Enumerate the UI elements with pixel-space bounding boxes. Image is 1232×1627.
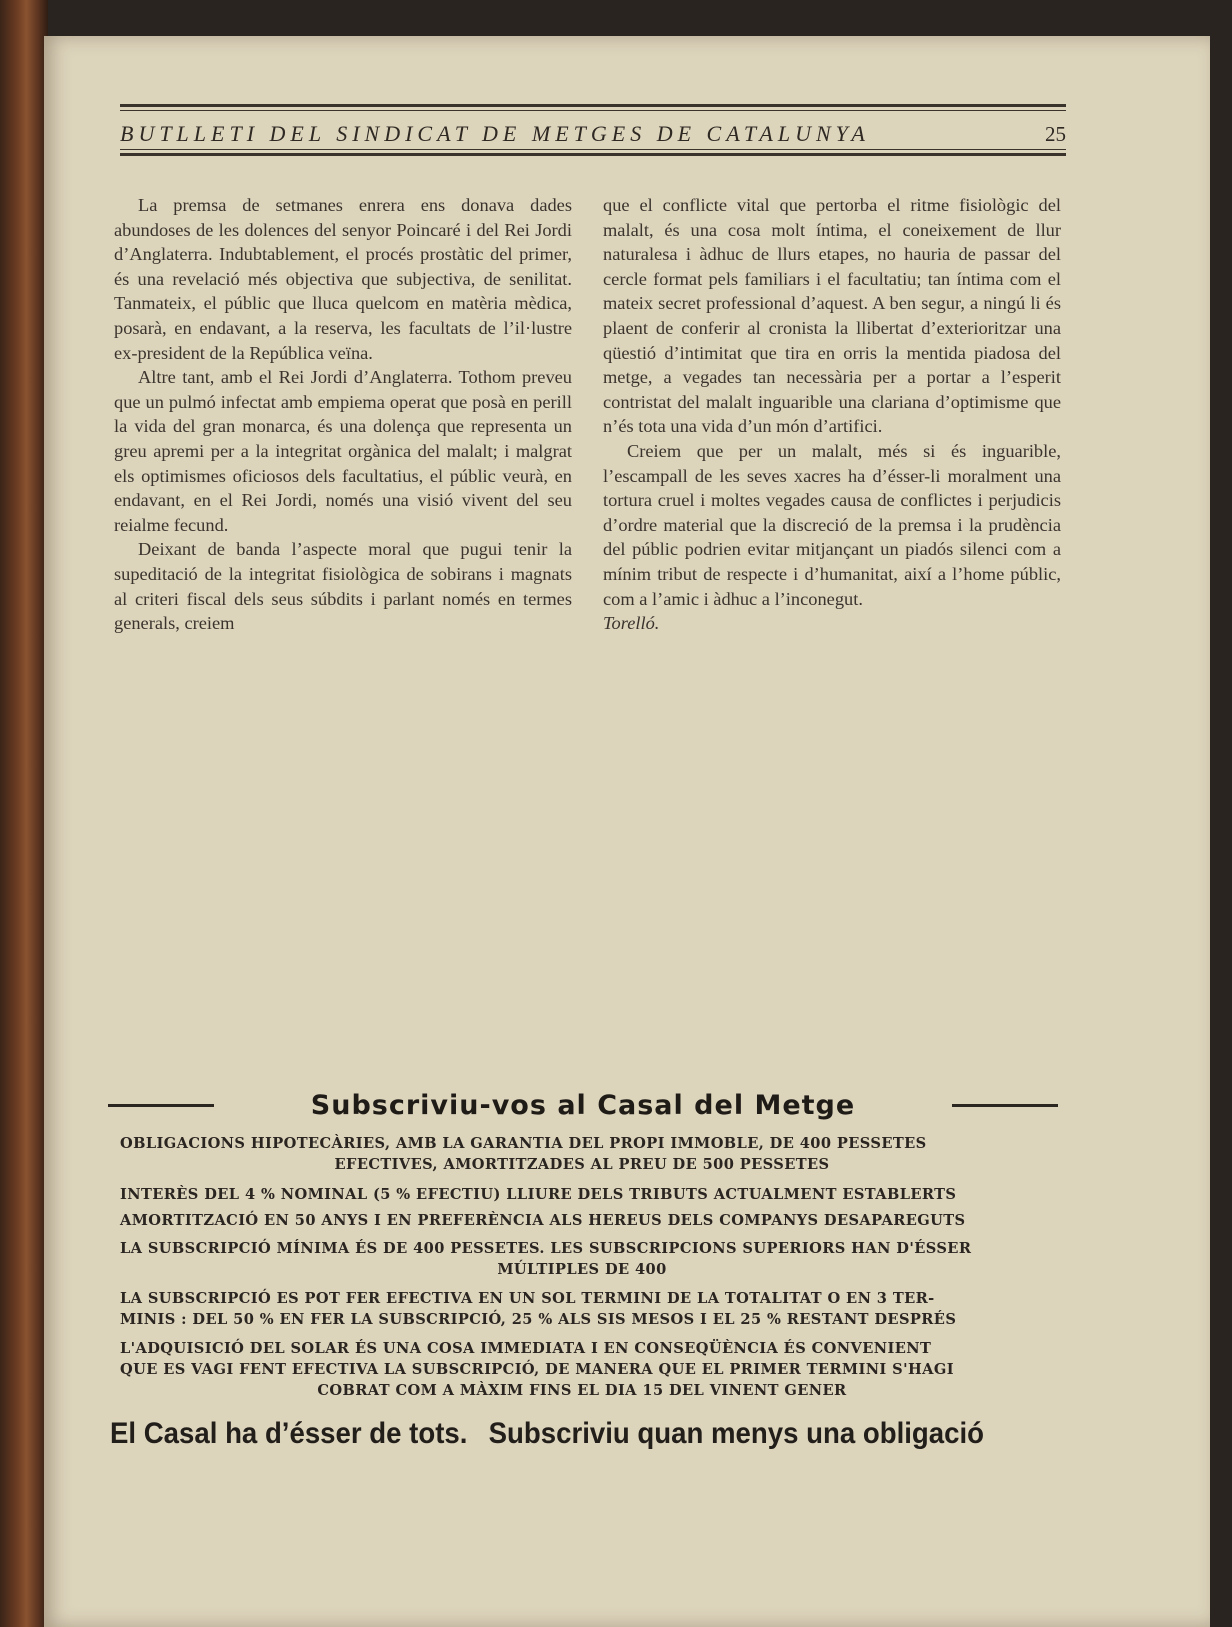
paragraph: Creiem que per un malalt, més si és inguarible, l’escampall de les seves xacres ha d’ésser-li moralment una tortura cruel i moltes vegades causa de conflictes i perjudicis d’ordre material que la discreció de la premsa i la prudència del públic podrien evitar mitjançant un piadós silenci com a mínim tribut de respecte i d’humanitat, així a l’home públic, com a l’amic i àdhuc a l’inconegut.: [603, 440, 1061, 609]
advert-title: Subscriviu-vos al Casal del Metge: [310, 1090, 856, 1121]
advert-line: EFECTIVES, AMORTITZADES AL PREU DE 500 PESSETES: [334, 1156, 830, 1173]
advert-line: AMORTITZACIÓ EN 50 ANYS I EN PREFERÈNCIA ALS HEREUS DELS COMPANYS DESAPAREGUTS: [120, 1212, 966, 1229]
advert-line: COBRAT COM A MÀXIM FINS EL DIA 15 DEL VINENT GENER: [317, 1382, 847, 1399]
title-dash-right: [952, 1104, 1058, 1107]
advert-slogan: [110, 1417, 984, 1451]
advert-line: QUE ES VAGI FENT EFECTIVA LA SUBSCRIPCIÓ, DE MANERA QUE EL PRIMER TERMINI S'HAGI: [120, 1361, 954, 1378]
header-rule-top-thin: [120, 110, 1066, 111]
advert-line: L'ADQUISICIÓ DEL SOLAR ÉS UNA COSA IMMEDIATA I EN CONSEQÜÈNCIA ÉS CONVENIENT: [120, 1340, 932, 1357]
header-rule-bottom: [120, 153, 1066, 156]
page-number: 25: [1045, 122, 1066, 146]
article-column-left: [114, 193, 572, 636]
advert-line: LA SUBSCRIPCIÓ MÍNIMA ÉS DE 400 PESSETES. LES SUBSCRIPCIONS SUPERIORS HAN D'ÉSSER: [120, 1240, 972, 1257]
advert-line: MINIS : DEL 50 % EN FER LA SUBSCRIPCIÓ, 25 % ALS SIS MESOS I EL 25 % RESTANT DESPRÉS: [120, 1311, 957, 1328]
paragraph: La premsa de setmanes enrera ens donava dades abundoses de les dolences del senyor Poincaré i del Rei Jordi d’Anglaterra. Indubtablement, el procés prostàtic del primer, és una revelació més objectiva que subjectiva, de senilitat. Tanmateix, el públic que lluca quelcom en matèria mèdica, posarà, en endavant, a la reserva, les facultats de l’il·lustre ex-president de la República veïna.: [114, 195, 572, 363]
running-header: [120, 121, 1066, 147]
journal-title: BUTLLETI DEL SINDICAT DE METGES DE CATALUNYA: [120, 121, 870, 146]
advert-line: MÚLTIPLES DE 400: [497, 1261, 667, 1278]
slogan-right: Subscriviu quan menys una obligació: [488, 1417, 984, 1450]
advert-line: INTERÈS DEL 4 % NOMINAL (5 % EFECTIU) LLIURE DELS TRIBUTS ACTUALMENT ESTABLERTS: [120, 1186, 957, 1203]
advert-line: OBLIGACIONS HIPOTECÀRIES, AMB LA GARANTIA DEL PROPI IMMOBLE, DE 400 PESSETES: [120, 1135, 927, 1152]
advert-title-row: [108, 1090, 1058, 1121]
paragraph: que el conflicte vital que pertorba el ritme fisiològic del malalt, és una cosa molt íntima, el coneixement de llur naturalesa i àdhuc de llurs etapes, no hauria de passar del cercle format pels familiars i el facultatiu; tan íntima com el mateix secret professional d’aquest. A ben segur, a ningú li és plaent de conferir al cronista la llibertat d’exterioritzar una qüestió d’intimitat que tira en orris la mentida piadosa del metge, a vegades tan necessària per a portar a l’esperit contristat del malalt inguarible una clariana d’optimisme que n’és tota una vida d’un món d’artifici.: [603, 195, 1061, 437]
author-signature: Torelló.: [603, 613, 660, 634]
header-rule-top: [120, 104, 1066, 107]
paragraph: Altre tant, amb el Rei Jordi d’Anglaterra. Tothom preveu que un pulmó infectat amb empiema operat que posà en perill la vida del gran monarca, és una dolença que representa un greu apremi per a la integritat orgànica del malalt; i malgrat els optimismes oficiosos dels facultatius, el públic veurà, en endavant, en el Rei Jordi, només una visió vivent del seu reialme fecund.: [114, 367, 572, 535]
article-column-right: [603, 193, 1061, 636]
header-rule-bottom-thin: [120, 149, 1066, 150]
advert-line: LA SUBSCRIPCIÓ ES POT FER EFECTIVA EN UN SOL TERMINI DE LA TOTALITAT O EN 3 TER-: [120, 1290, 935, 1307]
paragraph: Deixant de banda l’aspecte moral que pugui tenir la supeditació de la integritat fisiològica de sobirans i magnats al criteri fiscal dels seus súbdits i parlant només en termes generals, creiem: [114, 539, 572, 634]
slogan-left: El Casal ha d’ésser de tots.: [110, 1417, 468, 1450]
book-binding: [0, 0, 48, 1627]
title-dash-left: [108, 1104, 214, 1107]
